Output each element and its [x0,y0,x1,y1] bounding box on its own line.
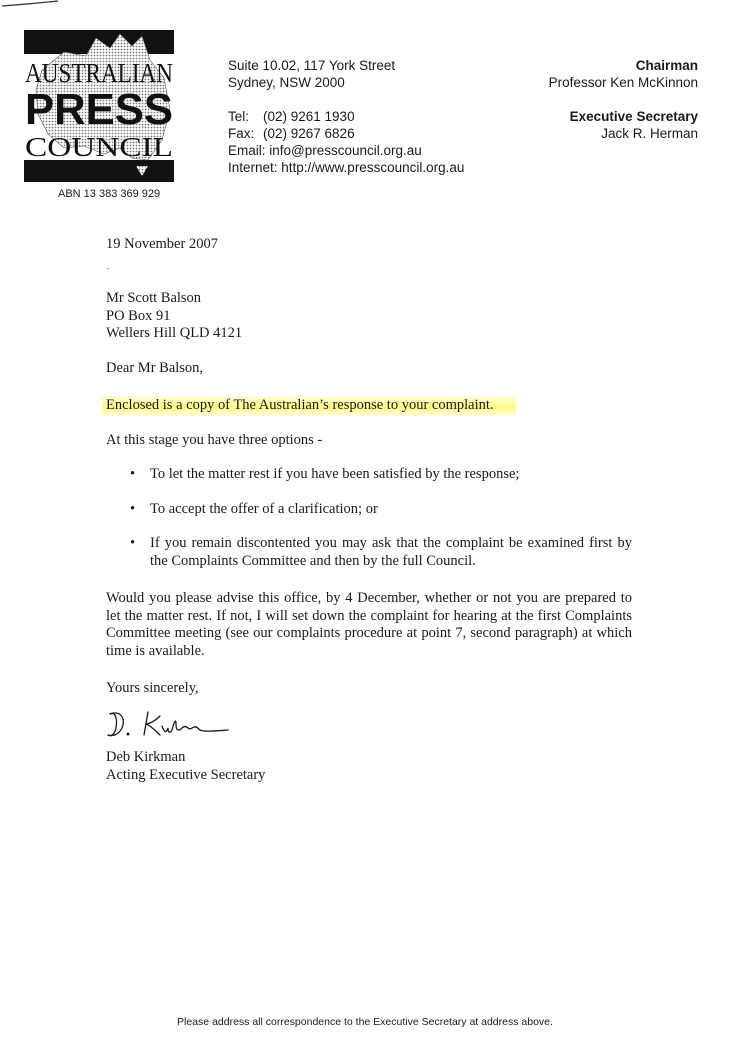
options-intro: At this stage you have three options - [106,432,323,448]
option-text: If you remain discontented you may ask that the complaint be examined first by the Complaints Committee and then by the full Council. [150,535,632,569]
tel-row [228,108,464,125]
recipient-line: PO Box 91 [106,307,171,324]
option-text: To accept the offer of a clarification; or [150,500,378,517]
recipient-line: Mr Scott Balson [106,290,202,306]
secretary-name: Jack R. Herman [601,126,698,141]
fax-label: Fax: [228,126,255,141]
bullet-icon: • [130,466,136,482]
list-item [130,501,632,519]
option-text: To let the matter rest if you have been satisfied by the response; [150,466,520,482]
council-officers [549,57,698,142]
list-item [130,466,632,484]
list-item [130,535,632,570]
fax-row [228,125,464,142]
scan-mark [0,0,60,12]
signer-title: Acting Executive Secretary [106,766,266,783]
signature [104,702,234,742]
address-line-1: Suite 10.02, 117 York Street [228,58,396,73]
logo-line-australian: AUSTRALIAN [25,58,173,88]
request-paragraph: Would you please advise this office, by 4 December, whether or not you are prepared to let the matter rest. If not, I will set down the complaint for hearing at the first Complaints Committee meeting (see our complaints procedure at point 7, second paragraph) at which time is available. [106,590,632,659]
closing: Yours sincerely, [106,680,199,696]
salutation: Dear Mr Balson, [106,360,204,376]
address-line-2: Sydney, NSW 2000 [228,75,345,90]
internet-line: Internet: http://www.presscouncil.org.au [228,160,465,175]
press-council-logo [24,30,174,182]
council-address [228,57,395,91]
logo-line-council: COUNCIL [25,132,173,162]
contact-details [228,108,464,176]
email-line: Email: info@presscouncil.org.au [228,143,422,158]
signer-name: Deb Kirkman [106,749,186,765]
bullet-icon: • [130,535,136,551]
chairman-name: Professor Ken McKinnon [548,75,698,90]
chairman-role: Chairman [635,58,698,73]
signer-block [106,749,265,784]
secretary-role: Executive Secretary [569,109,698,124]
recipient-address [106,290,242,343]
highlighted-paragraph: Enclosed is a copy of The Australian’s response to your complaint. [102,396,516,416]
abn-number: ABN 13 383 369 929 [58,188,161,200]
bullet-icon: • [130,500,136,517]
tel-label: Tel: [228,109,250,124]
options-list [130,466,632,587]
scan-tick: - [106,263,110,274]
logo-line-press: PRESS [25,85,173,134]
footer-note: Please address all correspondence to the Executive Secretary at address above. [177,1016,553,1028]
tel-number: (02) 9261 1930 [263,109,355,124]
letter-date: 19 November 2007 [106,236,218,252]
recipient-line: Wellers Hill QLD 4121 [106,325,243,341]
fax-number: (02) 9267 6826 [263,126,355,141]
